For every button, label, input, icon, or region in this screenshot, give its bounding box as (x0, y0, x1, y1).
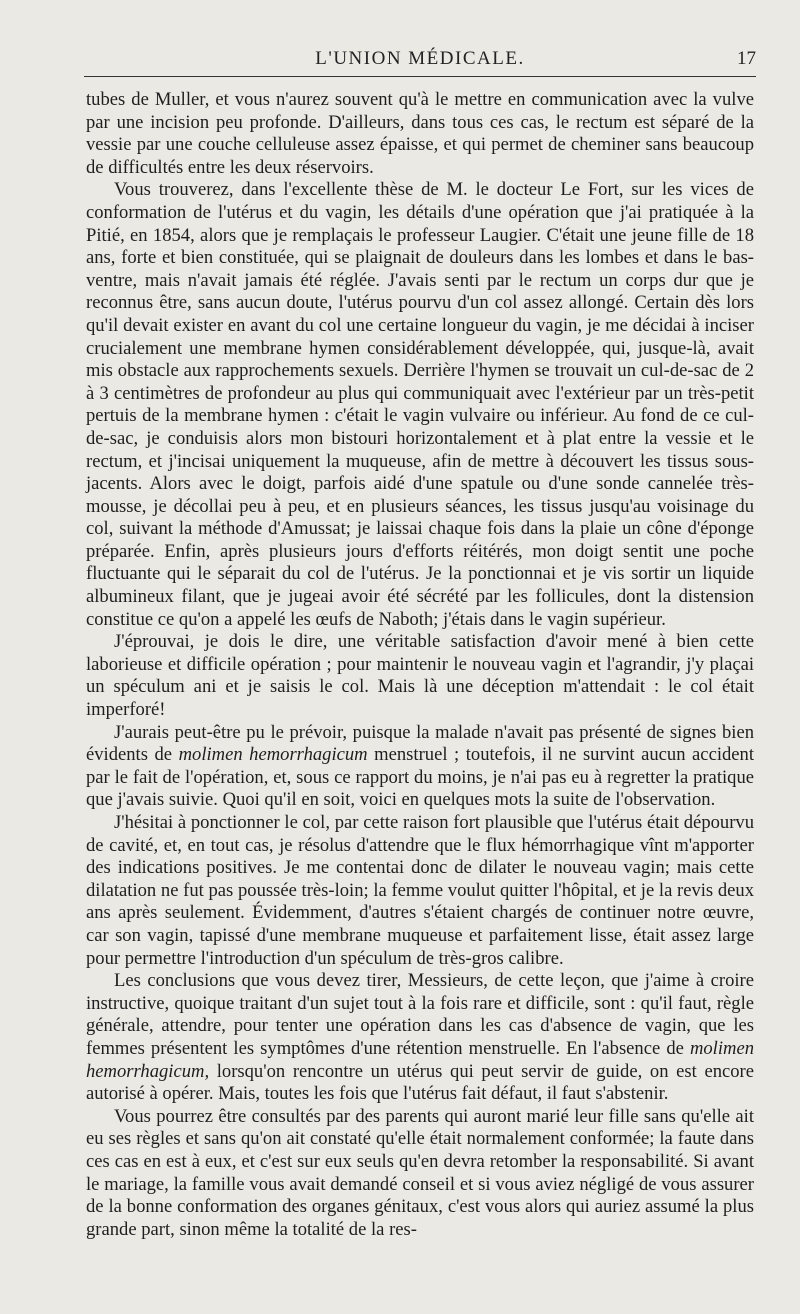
text-run: J'éprouvai, je dois le dire, une véritable satisfaction d'avoir mené à bien cette laborieuse et difficile opération ; pour maintenir le nouveau vagin et l'agrandir, j'y plaçai un spéculum ani et je saisis le col. Mais là une déception m'attendait : le col était imperforé! (86, 631, 754, 721)
paragraph (86, 89, 754, 179)
text-run: menstruel ; toutefois, il ne survint aucun accident par le fait de l'opération, et, sous ce rapport du moins, je n'ai pas eu à regretter la pratique que j'avais suivie. Quoi qu'il en soit, voici en quelques mots la suite de l'observation. (86, 744, 754, 811)
italic-term: molimen hemorrhagicum (178, 744, 368, 766)
text-run: Vous trouverez, dans l'excellente thèse de M. le docteur Le Fort, sur les vices de conformation de l'utérus et du vagin, les détails d'une opération que j'ai pratiquée à la Pitié, en 1854, alors que je remplaçais le professeur Laugier. C'était une jeune fille de 18 ans, forte et bien constituée, qui se plaignait de douleurs dans les lombes et dans le bas-ventre, mais n'avait jamais été réglée. J'avais senti par le rectum un corps dur que je reconnus être, sans aucun doute, l'utérus pourvu d'un col assez allongé. Certain dès lors qu'il devait exister en avant du col une certaine longueur du vagin, je me décidai à inciser crucialement une membrane hymen considérablement développée, qui, jusque-là, avait mis obstacle aux rapprochements sexuels. Derrière l'hymen se trouvait un cul-de-sac de 2 à 3 centimètres de profondeur au plus qui communiquait avec l'extérieur par un très-petit pertuis de la membrane hymen : c'était le vagin vulvaire ou inférieur. Au fond de ce cul-de-sac, je conduisis alors mon bistouri horizontalement et à plat entre la vessie et le rectum, et j'incisai uniquement la muqueuse, afin de mettre à découvert les tissus sous-jacents. Alors avec le doigt, parfois aidé d'une spatule ou d'une sonde cannelée très-mousse, je décollai peu à peu, et en plusieurs séances, les tissus jusqu'au voisinage du col, suivant la méthode d'Amussat; je laissai chaque fois dans la plaie un cône d'éponge préparée. Enfin, après plusieurs jours d'efforts réitérés, mon doigt sentit une poche fluctuante qui le séparait du col de l'utérus. Je la ponctionnai et je vis sortir un liquide albumineux filant, que je jugeai avoir été sécrété par les follicules, dont la distension constitue ce qu'on a appelé les œufs de Naboth; j'étais dans le vagin supérieur. (86, 179, 754, 630)
paragraph (86, 812, 754, 970)
running-title: L'UNION MÉDICALE. (315, 48, 525, 69)
body-text (86, 89, 754, 1241)
italic-term: molimen hemorrhagicum, (86, 1037, 754, 1082)
paragraph (86, 970, 754, 1106)
paragraph (86, 722, 754, 812)
page-header (84, 46, 756, 70)
text-run: J'aurais peut-être pu le prévoir, puisque la malade n'avait pas présenté de signes bien évidents de (86, 721, 754, 766)
text-run: Vous pourrez être consultés par des parents qui auront marié leur fille sans qu'elle ait eu ses règles et sans qu'on ait constaté qu'elle était normalement conformée; la faute dans ces cas en est à eux, et c'est sur eux seuls qu'en devra retomber la responsabilité. Si avant le mariage, la famille vous avait demandé conseil et si vous aviez négligé de vous assurer de la bonne conformation des organes génitaux, c'est vous alors qui auriez assumé la plus grande part, sinon même la totalité de la res- (86, 1105, 754, 1240)
page-number: 17 (737, 48, 756, 69)
paragraph (86, 1106, 754, 1242)
header-rule (84, 76, 756, 77)
text-run: lorsqu'on rencontre un utérus qui peut servir de guide, on est encore autorisé à opérer. Mais, toutes les fois que l'utérus fait défaut, il faut s'abstenir. (86, 1060, 754, 1105)
paragraph (86, 179, 754, 631)
text-run: J'hésitai à ponctionner le col, par cette raison fort plausible que l'utérus était dépourvu de cavité, et, en tout cas, je résolus d'attendre que le flux hémorrhagique vînt m'apporter des indications positives. Je me contentai donc de dilater le nouveau vagin; mais cette dilatation ne fut pas poussée très-loin; la femme voulut quitter l'hôpital, et je la revis deux ans après seulement. Évidemment, d'autres s'étaient chargés de continuer notre œuvre, car son vagin, tapissé d'une membrane muqueuse et parfaitement lisse, était assez large pour permettre l'introduction d'un spéculum de très-gros calibre. (86, 812, 754, 969)
text-run: tubes de Muller, et vous n'aurez souvent qu'à le mettre en communication avec la vulve par une incision peu profonde. D'ailleurs, dans tous ces cas, le rectum est séparé de la vessie par une couche celluleuse assez épaisse, et qui permet de cheminer sans beaucoup de difficultés entre les deux réservoirs. (86, 89, 754, 178)
paragraph (86, 631, 754, 721)
text-run: Les conclusions que vous devez tirer, Messieurs, de cette leçon, que j'aime à croire instructive, quoique traitant d'un sujet tout à la fois rare et difficile, sont : qu'il faut, règle générale, attendre, pour tenter une opération dans les cas d'absence de vagin, que les femmes présentent les symptômes d'une rétention menstruelle. En l'absence de (86, 970, 754, 1059)
